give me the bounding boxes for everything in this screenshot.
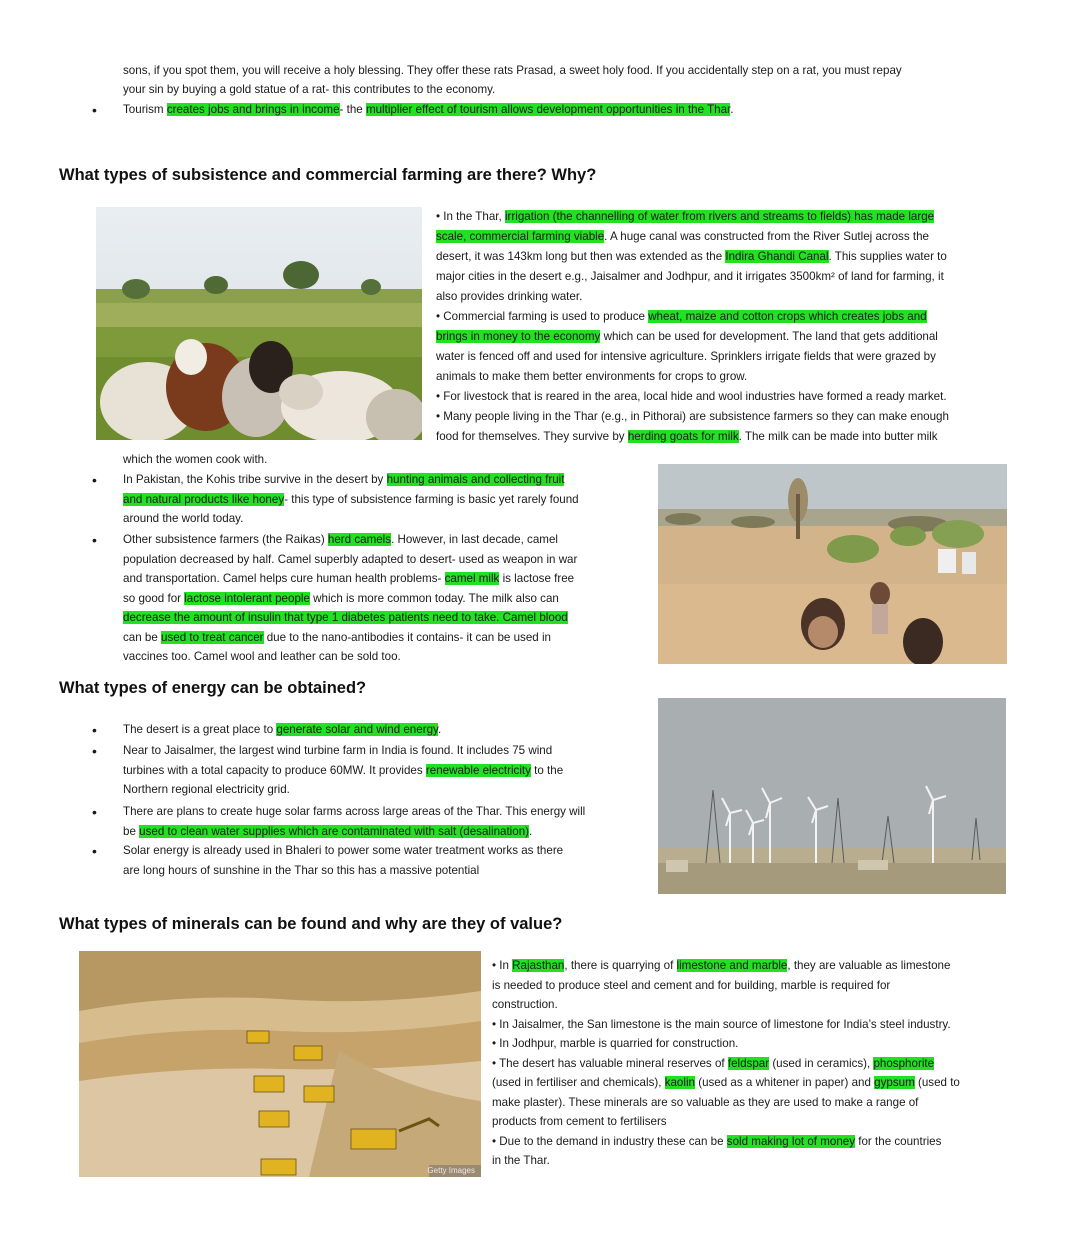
text-line	[123, 589, 648, 609]
energy-bullet-2	[123, 741, 648, 800]
text: • Commercial farming is used to produce	[436, 310, 649, 323]
text-line: make plaster). These minerals are so valuable as they are used to make a range of	[492, 1095, 919, 1109]
text-line	[123, 569, 648, 589]
highlight: hunting animals and collecting fruit	[386, 473, 565, 486]
text: • In the Thar,	[436, 210, 505, 223]
text-line: around the world today.	[123, 512, 244, 525]
farming-irrigation-para	[436, 207, 1036, 447]
wind-turbines-photo	[658, 698, 1006, 894]
text: is lactose free	[499, 572, 575, 585]
highlight: renewable electricity	[425, 763, 531, 777]
text-line: in the Thar.	[492, 1154, 550, 1167]
highlight: phosphorite	[873, 1056, 935, 1070]
text-line: water is fenced off and used for intensive agriculture. Sprinklers irrigate fields that were grazed by	[436, 350, 936, 363]
text-line	[123, 608, 648, 628]
bullet: •	[92, 743, 97, 759]
text-line	[436, 247, 1036, 267]
text-line	[436, 427, 1036, 447]
text-line: are long hours of sunshine in the Thar so this has a massive potential	[123, 863, 480, 877]
text: so good for	[123, 591, 185, 605]
text: • The desert has valuable mineral reserves of	[492, 1056, 728, 1070]
highlight: creates jobs and brings in income	[166, 103, 340, 116]
tourism-bullet-text	[123, 100, 734, 120]
highlight: used to treat cancer	[161, 630, 264, 644]
text: turbines with a total capacity to produce 60MW. It provides	[123, 763, 426, 777]
text: (used as a whitener in paper) and	[694, 1076, 875, 1089]
text-line: construction.	[492, 998, 558, 1011]
text-line	[492, 1132, 1032, 1152]
text-line: Northern regional electricity grid.	[123, 783, 290, 796]
highlight: generate solar and wind energy	[276, 723, 438, 736]
text: - the	[339, 103, 366, 116]
text: for the countries	[855, 1134, 942, 1148]
section-heading-energy: What types of energy can be obtained?	[59, 679, 367, 697]
text: desert, it was 143km long but then was extended as the	[436, 250, 726, 263]
text-line: major cities in the desert e.g., Jaisalmer and Jodhpur, and it irrigates 3500km² of land for farming, it	[436, 270, 944, 283]
bullet: •	[92, 843, 97, 859]
highlight: Rajasthan	[512, 959, 565, 972]
highlight: limestone and marble	[676, 959, 788, 972]
text: , there is quarrying of	[564, 959, 677, 972]
highlight: brings in money to the economy	[436, 330, 601, 343]
bullet: •	[92, 102, 97, 118]
raikas-bullet-text	[123, 530, 648, 667]
text: .	[730, 103, 734, 116]
text-line: vaccines too. Camel wool and leather can be sold too.	[123, 650, 401, 663]
text: - this type of subsistence farming is basic yet rarely found	[284, 492, 579, 506]
text-line: which the women cook with.	[123, 453, 268, 466]
text-line: your sin by buying a gold statue of a rat- this contributes to the economy.	[123, 83, 496, 96]
text-line: products from cement to fertilisers	[492, 1115, 667, 1128]
text-line: animals to make them better environments for crops to grow.	[436, 370, 748, 383]
bullet: •	[92, 804, 97, 820]
text-line: • For livestock that is reared in the area, local hide and wool industries have formed a ready market.	[436, 390, 947, 403]
quarry-photo	[79, 951, 481, 1177]
highlight: sold making lot of money	[726, 1134, 856, 1148]
text: • In	[492, 959, 513, 972]
section-heading-minerals: What types of minerals can be found and why are they of value?	[59, 915, 563, 933]
highlight: wheat, maize and cotton crops which creates jobs and	[648, 310, 927, 323]
text-line: • Many people living in the Thar (e.g., in Pithorai) are subsistence farmers so they can make enough	[436, 410, 949, 423]
highlight: and natural products like honey	[123, 492, 285, 506]
highlight: gypsum	[874, 1076, 915, 1089]
text: . A huge canal was constructed from the River Sutlej across the	[604, 230, 929, 243]
desert-children-photo	[658, 464, 1007, 664]
text-line	[492, 1054, 1032, 1074]
highlight: scale, commercial farming viable	[436, 230, 605, 243]
text-line	[123, 628, 648, 648]
text: .	[437, 723, 442, 736]
text: Tourism	[123, 103, 167, 116]
text-line: Solar energy is already used in Bhaleri to power some water treatment works as there	[123, 844, 564, 857]
text: (used to	[914, 1076, 960, 1089]
text-line	[492, 1073, 1032, 1093]
bullet: •	[92, 532, 97, 548]
watermark: Getty Images	[427, 1166, 475, 1175]
highlight: feldspar	[727, 1056, 770, 1070]
highlight: camel milk	[444, 572, 500, 585]
text-line	[436, 307, 1036, 327]
text: Other subsistence farmers (the Raikas)	[123, 533, 328, 546]
highlight: decrease the amount of insulin that type 1 diabetes patients need to take. Camel blood	[123, 611, 568, 624]
text: due to the nano-antibodies it contains- it can be used in	[263, 630, 551, 644]
bullet: •	[92, 722, 97, 738]
energy-bullet-1	[123, 720, 441, 740]
text-line: There are plans to create huge solar farms across large areas of the Thar. This energy will	[123, 805, 586, 818]
text-line	[492, 956, 1032, 976]
text: . However, in last decade, camel	[391, 533, 558, 546]
text: , they are valuable as limestone	[787, 959, 951, 972]
highlight: multiplier effect of tourism allows development opportunities in the Thar	[365, 103, 731, 116]
text-line	[123, 490, 648, 510]
section-heading-farming: What types of subsistence and commercial farming are there? Why?	[59, 166, 597, 184]
text-line: population decreased by half. Camel superbly adapted to desert- used as weapon in war	[123, 552, 578, 566]
text: which is more common today. The milk also can	[309, 591, 559, 605]
text: . The milk can be made into butter milk	[738, 430, 938, 443]
minerals-text	[492, 956, 1032, 1171]
text-line	[436, 227, 1036, 247]
text-line	[123, 470, 648, 490]
highlight: lactose intolerant people	[184, 591, 310, 605]
text: be	[123, 824, 140, 838]
text: . This supplies water to	[828, 250, 947, 263]
text: food for themselves. They survive by	[436, 430, 628, 443]
text: The desert is a great place to	[123, 723, 277, 736]
text: to the	[530, 763, 564, 777]
highlight: irrigation (the channelling of water from rivers and streams to fields) has made large	[504, 210, 935, 223]
text: which can be used for development. The land that gets additional	[600, 330, 938, 343]
text: (used in ceramics),	[769, 1056, 874, 1070]
text: .	[529, 824, 533, 838]
text-line: Near to Jaisalmer, the largest wind turbine farm in India is found. It includes 75 wind	[123, 744, 553, 757]
highlight: used to clean water supplies which are contaminated with salt (desalination)	[139, 824, 530, 838]
text-line	[436, 207, 1036, 227]
text-line: • In Jodhpur, marble is quarried for construction.	[492, 1037, 739, 1050]
text-line	[436, 327, 1036, 347]
text: (used in fertiliser and chemicals),	[492, 1076, 665, 1089]
bullet: •	[92, 472, 97, 488]
goats-field-photo	[96, 207, 422, 440]
text: and transportation. Camel helps cure human health problems-	[123, 572, 445, 585]
highlight: kaolin	[664, 1076, 695, 1089]
text: can be	[123, 630, 162, 644]
highlight: Indira Ghandi Canal	[725, 250, 829, 263]
text-line: • In Jaisalmer, the San limestone is the main source of limestone for India’s steel industry.	[492, 1017, 951, 1031]
text-line	[123, 530, 648, 550]
highlight: herding goats for milk	[627, 430, 739, 443]
text-line	[123, 761, 648, 781]
text-line	[123, 822, 648, 842]
text-line: is needed to produce steel and cement and for building, marble is required for	[492, 978, 891, 992]
highlight: herd camels	[327, 533, 392, 546]
text-line: sons, if you spot them, you will receive a holy blessing. They offer these rats Prasad, a sweet holy food. If you accidentally step on a rat, you must repay	[123, 64, 902, 77]
text: • Due to the demand in industry these can be	[492, 1134, 727, 1148]
kohis-bullet-text	[123, 470, 648, 529]
text-line: also provides drinking water.	[436, 290, 583, 303]
energy-bullet-3	[123, 802, 648, 841]
text: In Pakistan, the Kohis tribe survive in the desert by	[123, 473, 387, 486]
energy-bullet-4	[123, 841, 648, 880]
